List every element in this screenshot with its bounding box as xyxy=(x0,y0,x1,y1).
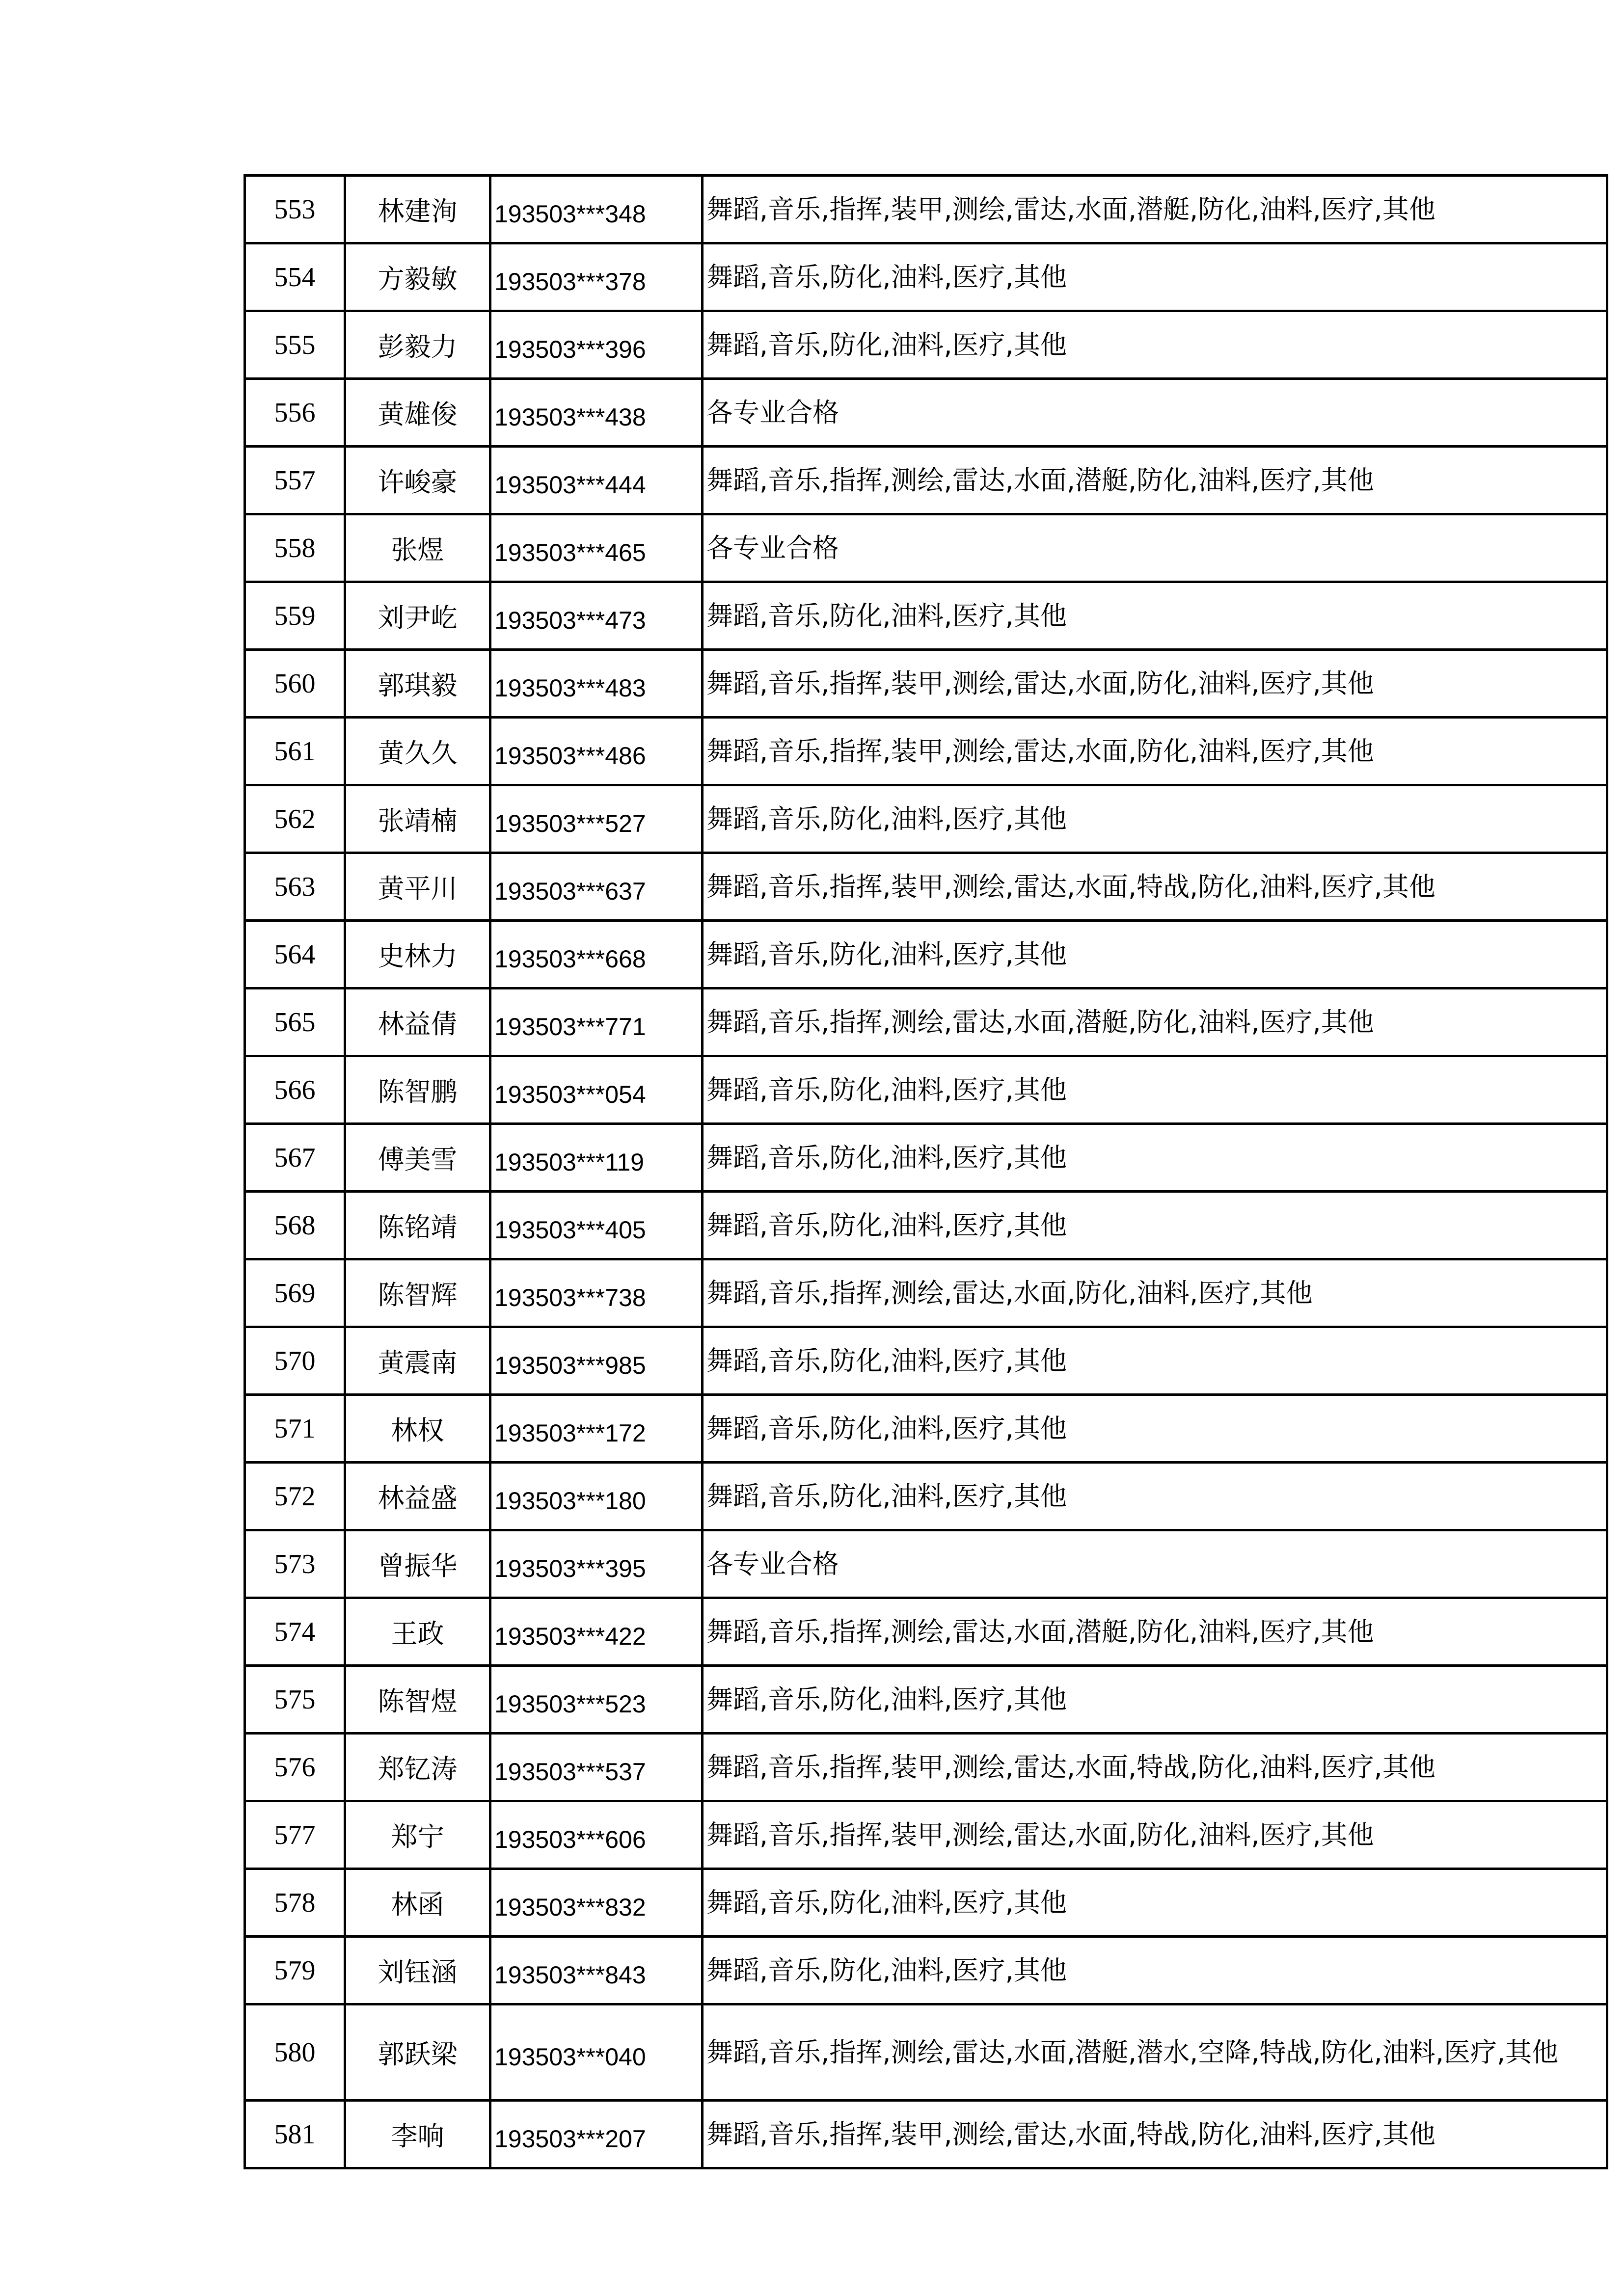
row-number-cell xyxy=(245,1598,345,1666)
name-cell xyxy=(345,1937,490,2004)
table-row xyxy=(245,2101,1607,2168)
qualified-majors-cell xyxy=(703,582,1607,650)
row-number-text: 571 xyxy=(274,1413,316,1444)
id-number-text: 193503***668 xyxy=(494,945,646,973)
id-number-text: 193503***396 xyxy=(494,335,646,363)
name-cell xyxy=(345,1192,490,1259)
table-row xyxy=(245,1192,1607,1259)
name-text: 彭毅力 xyxy=(378,331,458,362)
name-cell xyxy=(345,2101,490,2168)
row-number-text: 561 xyxy=(274,736,316,767)
id-number-cell xyxy=(490,379,703,447)
id-number-cell xyxy=(490,853,703,921)
name-cell xyxy=(345,2004,490,2101)
row-number-text: 573 xyxy=(274,1548,316,1579)
qualified-majors-cell xyxy=(703,311,1607,379)
qualified-majors-cell xyxy=(703,1801,1607,1869)
name-cell xyxy=(345,311,490,379)
id-number-text: 193503***378 xyxy=(494,267,646,295)
row-number-cell xyxy=(245,1192,345,1259)
row-number-cell xyxy=(245,514,345,582)
name-cell xyxy=(345,1056,490,1124)
qualified-majors-cell xyxy=(703,1530,1607,1598)
name-cell xyxy=(345,1259,490,1327)
qualified-majors-text: 舞蹈,音乐,防化,油料,医疗,其他 xyxy=(706,1074,1067,1105)
name-text: 许峻豪 xyxy=(378,467,458,498)
qualified-majors-text: 舞蹈,音乐,指挥,测绘,雷达,水面,潜艇,防化,油料,医疗,其他 xyxy=(706,1616,1374,1647)
row-number-cell xyxy=(245,921,345,988)
table-row xyxy=(245,447,1607,514)
qualified-majors-text: 舞蹈,音乐,防化,油料,医疗,其他 xyxy=(706,1413,1067,1444)
row-number-text: 556 xyxy=(274,397,316,428)
qualified-majors-cell xyxy=(703,1463,1607,1530)
row-number-cell xyxy=(245,1734,345,1801)
id-number-text: 193503***054 xyxy=(494,1080,646,1108)
row-number-cell xyxy=(245,379,345,447)
row-number-cell xyxy=(245,785,345,853)
qualified-majors-text: 舞蹈,音乐,防化,油料,医疗,其他 xyxy=(706,1142,1067,1173)
table-row xyxy=(245,1056,1607,1124)
id-number-text: 193503***395 xyxy=(494,1554,646,1582)
name-text: 黄平川 xyxy=(378,873,458,904)
id-number-cell xyxy=(490,2101,703,2168)
row-number-cell xyxy=(245,650,345,718)
name-text: 林函 xyxy=(391,1889,444,1920)
name-text: 郑钇涛 xyxy=(378,1754,458,1785)
id-number-cell xyxy=(490,718,703,785)
id-number-cell xyxy=(490,243,703,311)
id-number-cell xyxy=(490,176,703,243)
results-table-body xyxy=(245,176,1607,2168)
id-number-cell xyxy=(490,1259,703,1327)
id-number-text: 193503***486 xyxy=(494,742,646,770)
table-row xyxy=(245,785,1607,853)
row-number-cell xyxy=(245,1056,345,1124)
table-row xyxy=(245,1801,1607,1869)
row-number-cell xyxy=(245,1801,345,1869)
qualified-majors-cell xyxy=(703,1598,1607,1666)
qualified-majors-text: 舞蹈,音乐,防化,油料,医疗,其他 xyxy=(706,329,1067,360)
qualified-majors-text: 舞蹈,音乐,指挥,测绘,雷达,水面,潜艇,防化,油料,医疗,其他 xyxy=(706,464,1374,496)
row-number-cell xyxy=(245,988,345,1056)
table-row xyxy=(245,1734,1607,1801)
id-number-cell xyxy=(490,1395,703,1463)
id-number-cell xyxy=(490,921,703,988)
qualified-majors-text: 舞蹈,音乐,防化,油料,医疗,其他 xyxy=(706,1887,1067,1918)
table-row xyxy=(245,582,1607,650)
row-number-cell xyxy=(245,2101,345,2168)
name-text: 刘钰涵 xyxy=(378,1957,458,1988)
name-text: 林益盛 xyxy=(378,1483,458,1514)
qualified-majors-cell xyxy=(703,1937,1607,2004)
qualified-majors-text: 舞蹈,音乐,指挥,测绘,雷达,水面,潜艇,潜水,空降,特战,防化,油料,医疗,其他 xyxy=(706,2036,1559,2068)
row-number-text: 580 xyxy=(274,2037,316,2068)
table-row xyxy=(245,311,1607,379)
row-number-cell xyxy=(245,176,345,243)
name-text: 黄震南 xyxy=(378,1347,458,1378)
row-number-text: 572 xyxy=(274,1481,316,1512)
table-row xyxy=(245,1395,1607,1463)
name-cell xyxy=(345,176,490,243)
qualified-majors-cell xyxy=(703,243,1607,311)
row-number-cell xyxy=(245,1869,345,1937)
id-number-text: 193503***040 xyxy=(494,2043,646,2071)
qualified-majors-text: 舞蹈,音乐,指挥,装甲,测绘,雷达,水面,防化,油料,医疗,其他 xyxy=(706,667,1374,699)
id-number-text: 193503***180 xyxy=(494,1487,646,1515)
row-number-cell xyxy=(245,853,345,921)
qualified-majors-cell xyxy=(703,1869,1607,1937)
qualified-majors-text: 舞蹈,音乐,指挥,装甲,测绘,雷达,水面,特战,防化,油料,医疗,其他 xyxy=(706,871,1435,902)
row-number-cell xyxy=(245,1937,345,2004)
table-row xyxy=(245,650,1607,718)
row-number-text: 554 xyxy=(274,262,316,293)
qualified-majors-cell xyxy=(703,1192,1607,1259)
table-row xyxy=(245,1530,1607,1598)
row-number-cell xyxy=(245,1259,345,1327)
id-number-text: 193503***843 xyxy=(494,1961,646,1989)
name-text: 刘尹屹 xyxy=(378,602,458,633)
id-number-cell xyxy=(490,1734,703,1801)
row-number-text: 560 xyxy=(274,668,316,699)
table-row xyxy=(245,243,1607,311)
id-number-cell xyxy=(490,1192,703,1259)
name-cell xyxy=(345,1327,490,1395)
qualified-majors-cell xyxy=(703,853,1607,921)
id-number-cell xyxy=(490,1801,703,1869)
name-text: 黄雄俊 xyxy=(378,399,458,430)
row-number-cell xyxy=(245,1327,345,1395)
table-row xyxy=(245,988,1607,1056)
id-number-cell xyxy=(490,447,703,514)
name-text: 曾振华 xyxy=(378,1550,458,1581)
row-number-cell xyxy=(245,1395,345,1463)
table-row xyxy=(245,1463,1607,1530)
name-text: 张煜 xyxy=(391,534,444,565)
row-number-cell xyxy=(245,243,345,311)
qualified-majors-cell xyxy=(703,2101,1607,2168)
qualified-majors-cell xyxy=(703,447,1607,514)
name-cell xyxy=(345,447,490,514)
table-row xyxy=(245,2004,1607,2101)
id-number-text: 193503***119 xyxy=(494,1148,644,1176)
results-table xyxy=(244,174,1608,2169)
qualified-majors-cell xyxy=(703,1666,1607,1734)
qualified-majors-text: 各专业合格 xyxy=(706,397,839,428)
name-cell xyxy=(345,1124,490,1192)
qualified-majors-cell xyxy=(703,2004,1607,2101)
qualified-majors-text: 舞蹈,音乐,防化,油料,医疗,其他 xyxy=(706,1954,1067,1986)
id-number-text: 193503***444 xyxy=(494,471,646,499)
row-number-text: 567 xyxy=(274,1142,316,1173)
id-number-text: 193503***527 xyxy=(494,809,646,837)
row-number-cell xyxy=(245,718,345,785)
id-number-text: 193503***465 xyxy=(494,538,646,566)
table-row xyxy=(245,1666,1607,1734)
name-text: 陈智煜 xyxy=(378,1686,458,1717)
row-number-text: 574 xyxy=(274,1616,316,1647)
id-number-text: 193503***606 xyxy=(494,1825,646,1853)
row-number-text: 563 xyxy=(274,871,316,902)
row-number-text: 555 xyxy=(274,329,316,360)
name-cell xyxy=(345,1666,490,1734)
row-number-cell xyxy=(245,2004,345,2101)
id-number-cell xyxy=(490,1869,703,1937)
name-cell xyxy=(345,718,490,785)
id-number-cell xyxy=(490,1530,703,1598)
name-text: 王政 xyxy=(391,1618,444,1649)
id-number-text: 193503***172 xyxy=(494,1419,646,1447)
row-number-text: 557 xyxy=(274,465,316,496)
name-text: 郑宁 xyxy=(391,1821,444,1852)
id-number-cell xyxy=(490,1327,703,1395)
qualified-majors-text: 舞蹈,音乐,防化,油料,医疗,其他 xyxy=(706,803,1067,834)
name-cell xyxy=(345,853,490,921)
qualified-majors-text: 舞蹈,音乐,指挥,装甲,测绘,雷达,水面,防化,油料,医疗,其他 xyxy=(706,1819,1374,1850)
qualified-majors-cell xyxy=(703,785,1607,853)
id-number-text: 193503***985 xyxy=(494,1351,646,1379)
name-cell xyxy=(345,1463,490,1530)
row-number-text: 565 xyxy=(274,1007,316,1038)
table-row xyxy=(245,921,1607,988)
qualified-majors-cell xyxy=(703,650,1607,718)
table-row xyxy=(245,1869,1607,1937)
id-number-cell xyxy=(490,2004,703,2101)
name-cell xyxy=(345,514,490,582)
qualified-majors-text: 舞蹈,音乐,防化,油料,医疗,其他 xyxy=(706,1683,1067,1715)
id-number-cell xyxy=(490,1598,703,1666)
name-text: 史林力 xyxy=(378,941,458,972)
qualified-majors-cell xyxy=(703,1056,1607,1124)
name-text: 郭跃梁 xyxy=(378,2039,458,2070)
qualified-majors-text: 各专业合格 xyxy=(706,1548,839,1579)
row-number-text: 576 xyxy=(274,1752,316,1783)
row-number-text: 569 xyxy=(274,1278,316,1308)
qualified-majors-cell xyxy=(703,718,1607,785)
table-row xyxy=(245,1259,1607,1327)
row-number-text: 581 xyxy=(274,2119,316,2150)
name-text: 陈智辉 xyxy=(378,1280,458,1310)
row-number-text: 553 xyxy=(274,194,316,225)
name-text: 陈智鹏 xyxy=(378,1076,458,1107)
id-number-cell xyxy=(490,650,703,718)
qualified-majors-text: 舞蹈,音乐,指挥,测绘,雷达,水面,防化,油料,医疗,其他 xyxy=(706,1277,1313,1308)
id-number-cell xyxy=(490,311,703,379)
name-cell xyxy=(345,650,490,718)
qualified-majors-text: 舞蹈,音乐,防化,油料,医疗,其他 xyxy=(706,600,1067,631)
name-cell xyxy=(345,1598,490,1666)
id-number-text: 193503***207 xyxy=(494,2125,646,2153)
row-number-text: 564 xyxy=(274,939,316,970)
table-row xyxy=(245,1124,1607,1192)
name-text: 林益倩 xyxy=(378,1009,458,1040)
id-number-cell xyxy=(490,785,703,853)
qualified-majors-cell xyxy=(703,1734,1607,1801)
id-number-cell xyxy=(490,1937,703,2004)
id-number-cell xyxy=(490,1056,703,1124)
row-number-cell xyxy=(245,1530,345,1598)
name-cell xyxy=(345,785,490,853)
name-cell xyxy=(345,1734,490,1801)
name-cell xyxy=(345,921,490,988)
id-number-text: 193503***832 xyxy=(494,1893,646,1921)
name-cell xyxy=(345,1801,490,1869)
id-number-cell xyxy=(490,1463,703,1530)
qualified-majors-text: 舞蹈,音乐,防化,油料,医疗,其他 xyxy=(706,1480,1067,1512)
row-number-text: 568 xyxy=(274,1210,316,1241)
qualified-majors-cell xyxy=(703,379,1607,447)
table-row xyxy=(245,718,1607,785)
qualified-majors-text: 舞蹈,音乐,防化,油料,医疗,其他 xyxy=(706,1209,1067,1241)
id-number-text: 193503***537 xyxy=(494,1758,646,1786)
table-row xyxy=(245,1937,1607,2004)
qualified-majors-cell xyxy=(703,514,1607,582)
id-number-text: 193503***422 xyxy=(494,1622,646,1650)
name-cell xyxy=(345,379,490,447)
qualified-majors-cell xyxy=(703,1259,1607,1327)
qualified-majors-text: 舞蹈,音乐,防化,油料,医疗,其他 xyxy=(706,261,1067,293)
id-number-cell xyxy=(490,988,703,1056)
id-number-text: 193503***483 xyxy=(494,674,646,702)
table-row xyxy=(245,1598,1607,1666)
id-number-text: 193503***637 xyxy=(494,877,646,905)
name-text: 郭琪毅 xyxy=(378,670,458,701)
id-number-text: 193503***405 xyxy=(494,1216,646,1244)
id-number-text: 193503***771 xyxy=(494,1013,646,1041)
name-cell xyxy=(345,1395,490,1463)
name-cell xyxy=(345,1869,490,1937)
row-number-cell xyxy=(245,447,345,514)
row-number-text: 566 xyxy=(274,1074,316,1105)
qualified-majors-cell xyxy=(703,921,1607,988)
qualified-majors-cell xyxy=(703,1124,1607,1192)
name-text: 林权 xyxy=(391,1415,444,1446)
table-row xyxy=(245,176,1607,243)
name-cell xyxy=(345,988,490,1056)
id-number-text: 193503***348 xyxy=(494,200,646,228)
row-number-text: 558 xyxy=(274,533,316,563)
qualified-majors-text: 舞蹈,音乐,防化,油料,医疗,其他 xyxy=(706,938,1067,970)
table-row xyxy=(245,1327,1607,1395)
row-number-text: 577 xyxy=(274,1819,316,1850)
qualified-majors-text: 舞蹈,音乐,指挥,装甲,测绘,雷达,水面,防化,油料,医疗,其他 xyxy=(706,735,1374,767)
row-number-cell xyxy=(245,311,345,379)
id-number-cell xyxy=(490,514,703,582)
row-number-text: 578 xyxy=(274,1887,316,1918)
name-text: 李响 xyxy=(391,2121,444,2152)
table-row xyxy=(245,853,1607,921)
id-number-text: 193503***523 xyxy=(494,1690,646,1718)
row-number-text: 570 xyxy=(274,1345,316,1376)
id-number-cell xyxy=(490,1124,703,1192)
name-text: 傅美雪 xyxy=(378,1144,458,1175)
qualified-majors-text: 舞蹈,音乐,指挥,装甲,测绘,雷达,水面,潜艇,防化,油料,医疗,其他 xyxy=(706,193,1435,225)
id-number-text: 193503***738 xyxy=(494,1283,646,1311)
name-text: 张靖楠 xyxy=(378,805,458,836)
qualified-majors-text: 舞蹈,音乐,指挥,测绘,雷达,水面,潜艇,防化,油料,医疗,其他 xyxy=(706,1006,1374,1038)
qualified-majors-cell xyxy=(703,176,1607,243)
name-text: 黄久久 xyxy=(378,738,458,769)
qualified-majors-cell xyxy=(703,988,1607,1056)
row-number-text: 562 xyxy=(274,803,316,834)
name-text: 方毅敏 xyxy=(378,264,458,294)
qualified-majors-text: 舞蹈,音乐,指挥,装甲,测绘,雷达,水面,特战,防化,油料,医疗,其他 xyxy=(706,2118,1435,2150)
id-number-cell xyxy=(490,1666,703,1734)
row-number-cell xyxy=(245,1463,345,1530)
qualified-majors-text: 舞蹈,音乐,指挥,装甲,测绘,雷达,水面,特战,防化,油料,医疗,其他 xyxy=(706,1751,1435,1783)
row-number-text: 575 xyxy=(274,1684,316,1715)
row-number-cell xyxy=(245,1666,345,1734)
row-number-text: 579 xyxy=(274,1955,316,1986)
name-text: 林建洵 xyxy=(378,196,458,227)
name-text: 陈铭靖 xyxy=(378,1212,458,1243)
name-cell xyxy=(345,582,490,650)
id-number-text: 193503***473 xyxy=(494,606,646,634)
row-number-cell xyxy=(245,1124,345,1192)
table-row xyxy=(245,514,1607,582)
id-number-text: 193503***438 xyxy=(494,403,646,431)
name-cell xyxy=(345,243,490,311)
qualified-majors-text: 舞蹈,音乐,防化,油料,医疗,其他 xyxy=(706,1345,1067,1376)
id-number-cell xyxy=(490,582,703,650)
qualified-majors-cell xyxy=(703,1395,1607,1463)
qualified-majors-text: 各专业合格 xyxy=(706,532,839,563)
row-number-text: 559 xyxy=(274,600,316,631)
table-row xyxy=(245,379,1607,447)
qualified-majors-cell xyxy=(703,1327,1607,1395)
name-cell xyxy=(345,1530,490,1598)
row-number-cell xyxy=(245,582,345,650)
